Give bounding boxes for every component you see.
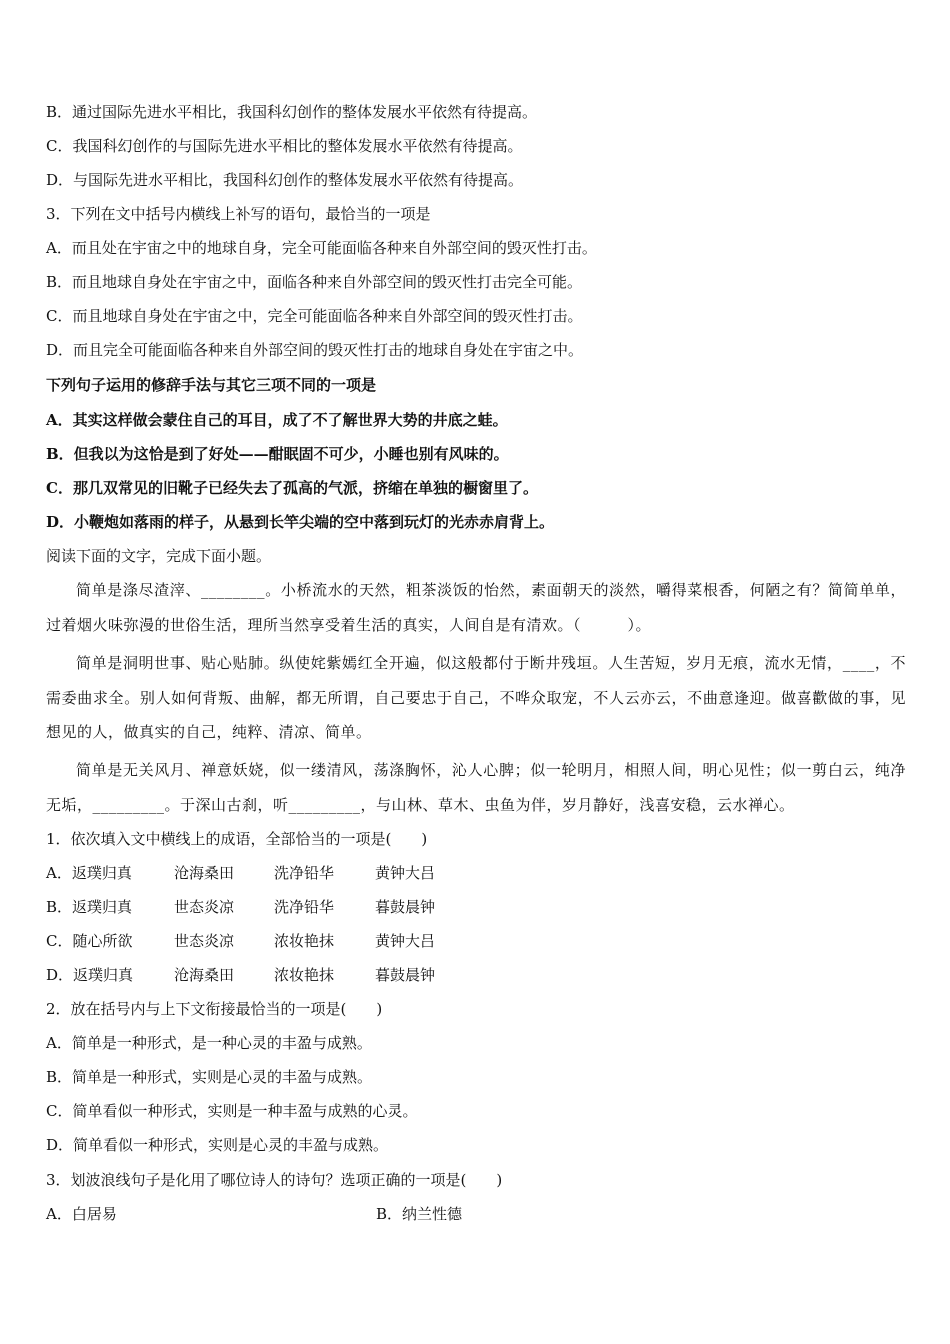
option-item: 沧海桑田 <box>174 864 235 882</box>
rhetoric-option-a: A．其实这样做会蒙住自己的耳目，成了不了解世界大势的井底之蛙。 <box>46 411 508 429</box>
option-b-q2: B．通过国际先进水平相比，我国科幻创作的整体发展水平依然有待提高。 <box>46 103 538 121</box>
option-item: 黄钟大吕 <box>375 932 436 950</box>
sub-question-2-stem: 2．放在括号内与上下文衔接最恰当的一项是( ) <box>46 1000 383 1018</box>
reading-paragraph-2: 简单是洞明世事、贴心贴肺。纵使姹紫嫣红全开遍，似这般都付于断井残垣。人生苦短，岁月无痕，流水无情，____，不需委曲求全。别人如何背叛、曲解，都无所谓，自己要忠于自己，不哗众取宠，不人云亦云，不曲意逢迎。做喜歡做的事，见想见的人，做真实的自己，纯粹、清凉、简单。 <box>46 654 906 741</box>
option-c-q2: C．我国科幻创作的与国际先进水平相比的整体发展水平依然有待提高。 <box>46 137 523 155</box>
option-item: 浓妆艳抹 <box>274 932 335 950</box>
option-item: 洗净铅华 <box>274 898 335 916</box>
option-d-q2: D．与国际先进水平相比，我国科幻创作的整体发展水平依然有待提高。 <box>46 171 524 189</box>
option-item: 暮鼓晨钟 <box>375 898 436 916</box>
option-label: C．随心所欲 <box>46 932 133 950</box>
option-item: 世态炎凉 <box>174 898 235 916</box>
option-a-q3: A．而且处在宇宙之中的地球自身，完全可能面临各种来自外部空间的毁灭性打击。 <box>46 239 597 257</box>
sub-q3-option-b: B．纳兰性德 <box>376 1205 463 1223</box>
option-c-q3: C．而且地球自身处在宇宙之中，完全可能面临各种来自外部空间的毁灭性打击。 <box>46 307 583 325</box>
option-label: D．返璞归真 <box>46 966 134 984</box>
option-item: 世态炎凉 <box>174 932 235 950</box>
sub-q2-option-b: B．简单是一种形式，实则是心灵的丰盈与成熟。 <box>46 1068 373 1086</box>
rhetoric-option-b: B．但我以为这恰是到了好处——酣眠固不可少，小睡也别有风味的。 <box>46 445 509 463</box>
reading-paragraph-3: 简单是无关风月、禅意妖娆，似一缕清风，荡涤胸怀，沁人心脾；似一轮明月，相照人间，明心见性；似一剪白云，纯净无垢，_________。于深山古刹，听_________，与山林、草木、虫鱼为伴，岁月静好，浅喜安稳，云水禅心。 <box>46 761 906 814</box>
rhetoric-option-d: D．小鞭炮如落雨的样子，从悬到长竿尖端的空中落到玩灯的光赤赤肩背上。 <box>46 513 555 531</box>
sub-q1-option-d <box>46 965 435 985</box>
option-item: 浓妆艳抹 <box>274 966 335 984</box>
option-item: 沧海桑田 <box>174 966 235 984</box>
option-b-q3: B．而且地球自身处在宇宙之中，面临各种来自外部空间的毁灭性打击完全可能。 <box>46 273 583 291</box>
option-label: A．返璞归真 <box>46 864 132 882</box>
question-3-stem: 3．下列在文中括号内横线上补写的语句，最恰当的一项是 <box>46 205 431 223</box>
reading-paragraph-1: 简单是涤尽渣滓、________。小桥流水的天然，粗茶淡饭的怡然，素面朝天的淡然，嚼得菜根香，何陋之有？简简单单，过着烟火味弥漫的世俗生活，理所当然享受着生活的真实，人间自是有清欢。（ ）。 <box>46 581 906 634</box>
option-item: 洗净铅华 <box>274 864 335 882</box>
rhetoric-option-c: C．那几双常见的旧靴子已经失去了孤高的气派，挤缩在单独的橱窗里了。 <box>46 479 538 497</box>
sub-q1-option-c <box>46 931 435 951</box>
sub-q1-option-a <box>46 863 435 883</box>
option-item: 暮鼓晨钟 <box>375 966 436 984</box>
sub-q3-option-a: A．白居易 <box>46 1205 117 1223</box>
rhetoric-question-stem: 下列句子运用的修辞手法与其它三项不同的一项是 <box>46 376 377 394</box>
option-label: B．返璞归真 <box>46 898 133 916</box>
sub-q1-option-b <box>46 897 435 917</box>
sub-q2-option-c: C．简单看似一种形式，实则是一种丰盈与成熟的心灵。 <box>46 1102 418 1120</box>
option-d-q3: D．而且完全可能面临各种来自外部空间的毁灭性打击的地球自身处在宇宙之中。 <box>46 341 584 359</box>
sub-question-1-stem: 1．依次填入文中横线上的成语，全部恰当的一项是( ) <box>46 830 428 848</box>
sub-q2-option-d: D．简单看似一种形式，实则是心灵的丰盈与成熟。 <box>46 1136 389 1154</box>
sub-q2-option-a: A．简单是一种形式，是一种心灵的丰盈与成熟。 <box>46 1034 372 1052</box>
sub-question-3-stem: 3．划波浪线句子是化用了哪位诗人的诗句？选项正确的一项是( ) <box>46 1171 503 1189</box>
reading-intro: 阅读下面的文字，完成下面小题。 <box>46 547 272 565</box>
option-item: 黄钟大吕 <box>375 864 436 882</box>
